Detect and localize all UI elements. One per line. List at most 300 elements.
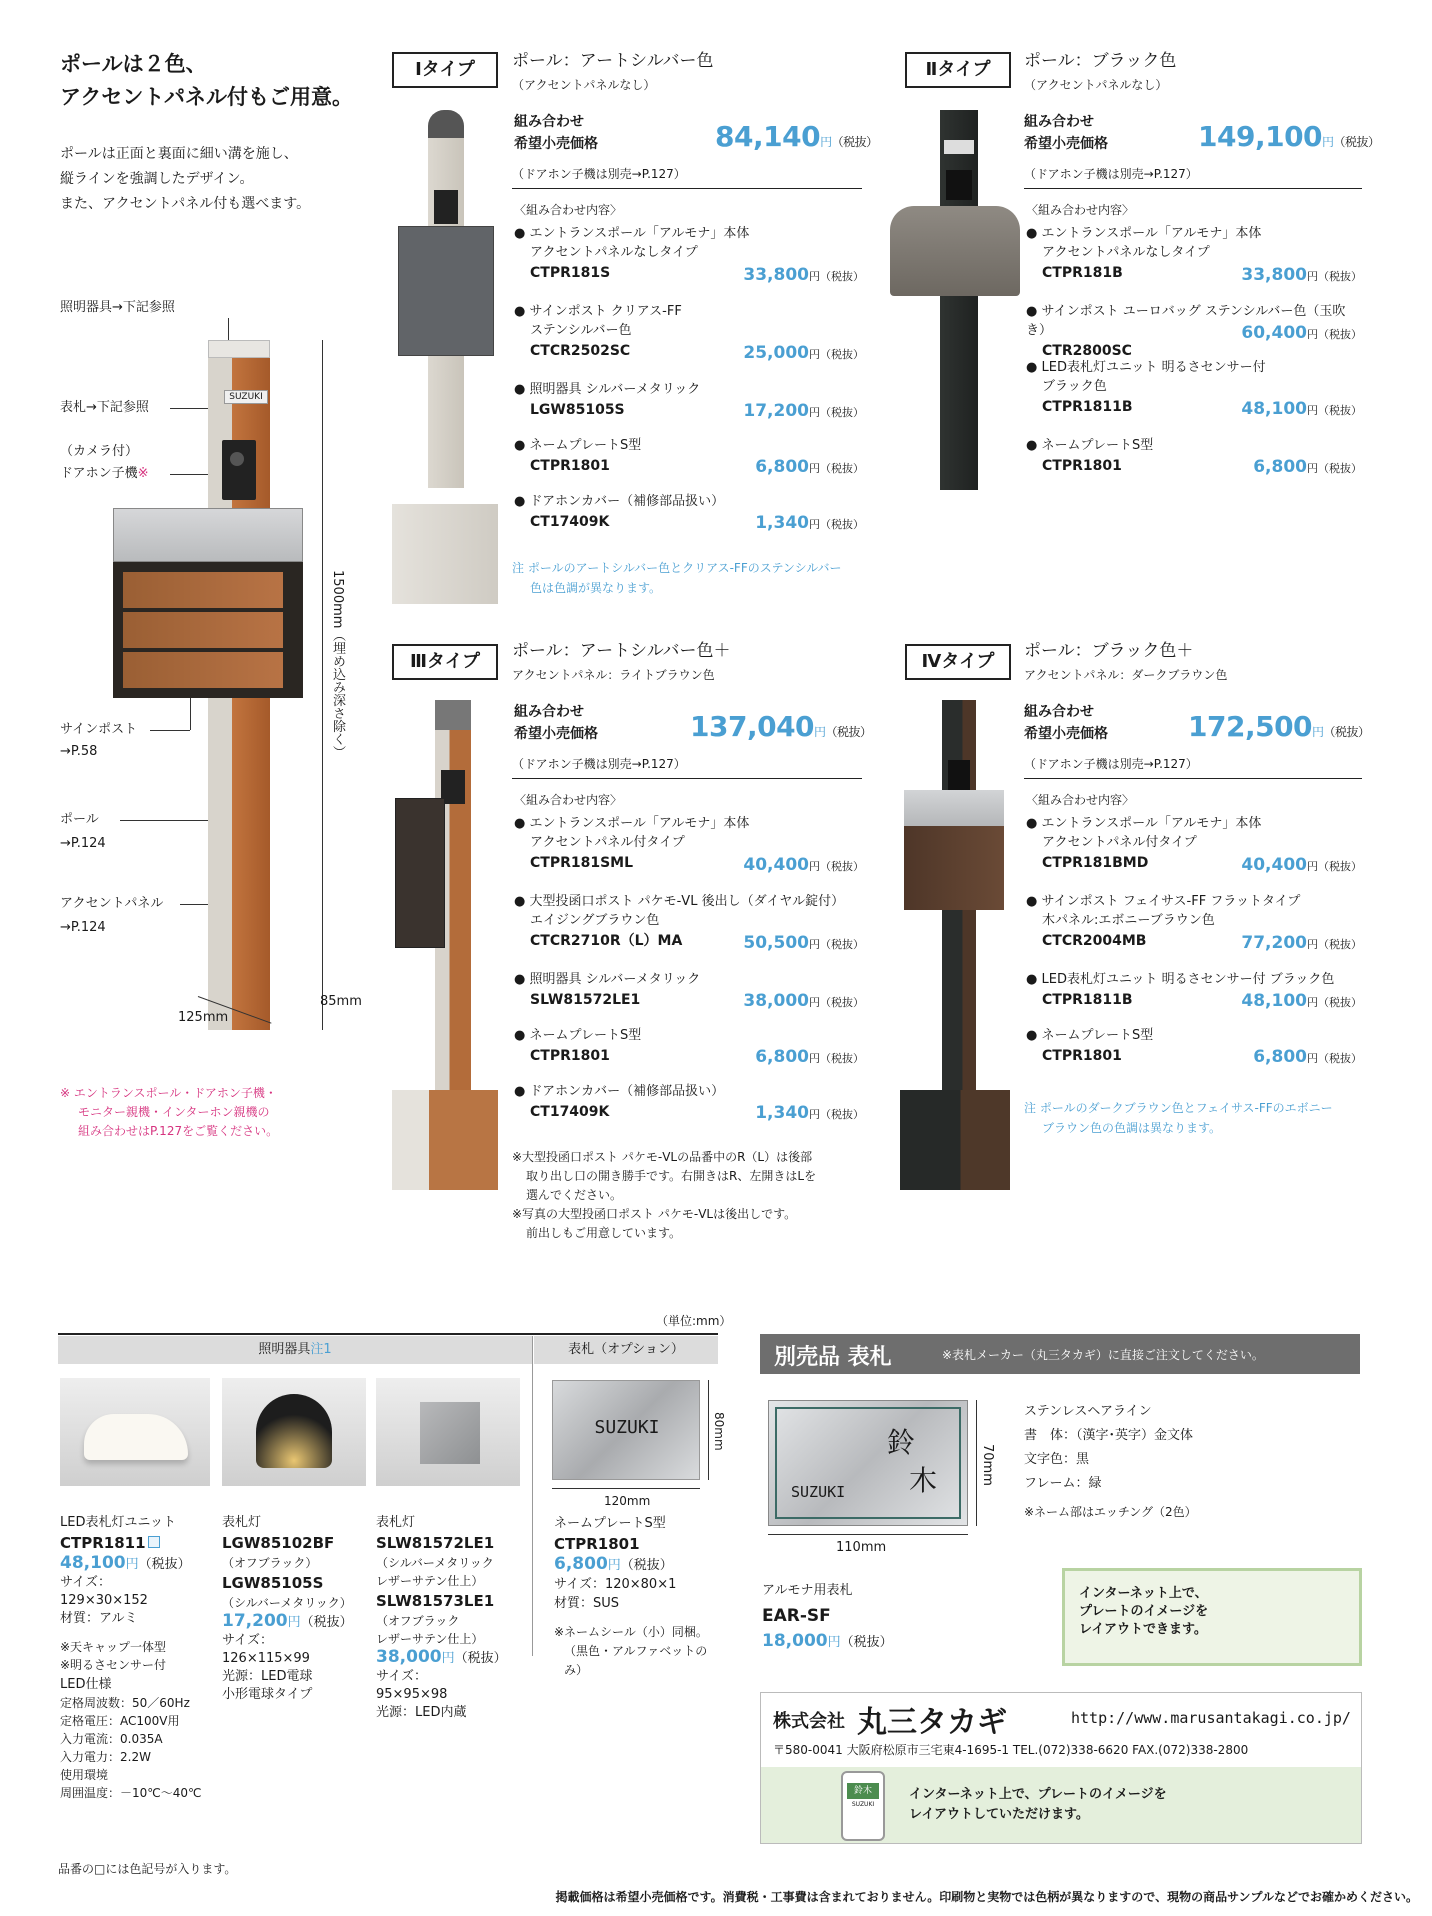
color-code-box-icon bbox=[148, 1536, 160, 1548]
type-4-rule bbox=[1024, 778, 1362, 779]
post-wood-panel-2 bbox=[123, 612, 283, 648]
type-1-items bbox=[514, 224, 864, 548]
slw-color-1b: レザーサテン仕上） bbox=[376, 1574, 484, 1588]
dim-height-line bbox=[322, 340, 323, 1030]
tax: （税抜） bbox=[1318, 860, 1362, 873]
item-desc bbox=[514, 892, 864, 911]
type-2-price bbox=[1198, 120, 1380, 153]
separate-specs bbox=[1024, 1400, 1197, 1524]
company-prefix: 株式会社 bbox=[773, 1711, 845, 1732]
item-code: CT17409K bbox=[530, 1104, 610, 1120]
item-code: CTPR1801 bbox=[1042, 458, 1122, 474]
type-1-price-value: 84,140 bbox=[715, 120, 821, 153]
led-spec-5: 使用環境 bbox=[60, 1768, 109, 1782]
type-3-detail-image bbox=[392, 1090, 498, 1190]
led-size-label: サイズ： bbox=[60, 1575, 111, 1590]
item-desc bbox=[514, 1082, 864, 1101]
type-4-item bbox=[1026, 892, 1362, 970]
led-price-row bbox=[60, 1554, 220, 1574]
label-camera-text: ドアホン子機 bbox=[60, 466, 138, 481]
tax: （税抜） bbox=[820, 938, 864, 951]
type-1-item bbox=[514, 302, 864, 380]
item-price-value: 25,000 bbox=[743, 343, 809, 363]
item-desc bbox=[514, 492, 864, 511]
item-desc-2: アクセントパネルなしタイプ bbox=[1042, 245, 1210, 260]
type-4-note-2: ブラウン色の色調は異なります。 bbox=[1042, 1121, 1222, 1135]
item-code: CTCR2502SC bbox=[530, 343, 631, 359]
item-price bbox=[1241, 990, 1362, 1014]
tax: （税抜） bbox=[840, 1635, 893, 1650]
type-1-tag: Ⅰタイプ bbox=[392, 52, 498, 88]
green-2: プレートのイメージを bbox=[1079, 1604, 1209, 1619]
separate-title: 別売品 表札 bbox=[774, 1345, 892, 1370]
type-1-retail: 希望小売価格 bbox=[514, 136, 598, 152]
plate-dim-w-line bbox=[552, 1488, 700, 1489]
lgw-size: 126×115×99 bbox=[222, 1651, 310, 1666]
item-desc bbox=[514, 380, 864, 399]
plate-note-1: ※ネームシール（小）同梱。 bbox=[554, 1625, 708, 1639]
item-code: CTPR1811B bbox=[1042, 399, 1133, 415]
item-code: CTPR1801 bbox=[530, 458, 610, 474]
type-3-note bbox=[512, 1148, 816, 1243]
yen: 円 bbox=[809, 406, 820, 419]
label-post-2: →P.58 bbox=[60, 744, 98, 759]
tax: （税抜） bbox=[820, 348, 864, 361]
post-wood-panel-3 bbox=[123, 652, 283, 688]
type-3-price-value: 137,040 bbox=[690, 710, 815, 743]
item-price bbox=[755, 512, 864, 536]
post-lid bbox=[113, 508, 303, 562]
type-3-price bbox=[690, 710, 872, 743]
item-price-value: 60,400 bbox=[1241, 323, 1307, 343]
company-name: 丸三タカギ bbox=[857, 1705, 1007, 1740]
sep-spec-4: フレーム：緑 bbox=[1024, 1476, 1102, 1491]
type-2-product-image bbox=[890, 110, 1020, 490]
sep-dim-w: 110mm bbox=[836, 1540, 887, 1555]
yen: 円 bbox=[809, 996, 820, 1009]
type-1-product-image bbox=[398, 110, 498, 488]
intro-body-1: ポールは正面と裏面に細い溝を施し、 bbox=[60, 146, 298, 162]
table-head-plate: 表札（オプション） bbox=[534, 1336, 718, 1364]
company-url[interactable]: http://www.marusantakagi.co.jp/ bbox=[1071, 1709, 1351, 1727]
item-code: CTR2800SC bbox=[1042, 343, 1132, 359]
leader-plate bbox=[170, 408, 210, 409]
bullet: ● bbox=[514, 894, 526, 909]
type-2-price-yen: 円 bbox=[1322, 135, 1334, 149]
item-desc-1: LED表札灯ユニット 明るさセンサー付 ブラック色 bbox=[1041, 972, 1335, 987]
item-price bbox=[1241, 264, 1362, 288]
item-price-value: 77,200 bbox=[1241, 933, 1307, 953]
type-3-price-yen: 円 bbox=[814, 725, 826, 739]
item-code: SLW81572LE1 bbox=[530, 992, 641, 1008]
type-2-retail: 希望小売価格 bbox=[1024, 136, 1108, 152]
leader-post bbox=[150, 730, 190, 731]
type-2-item bbox=[1026, 224, 1362, 302]
type-4-doorphone: （ドアホン子機は別売→P.127） bbox=[1024, 757, 1198, 771]
item-desc-2: アクセントパネル付タイプ bbox=[530, 835, 685, 850]
lgw-light-2: 小形電球タイプ bbox=[222, 1687, 313, 1702]
plate-dim-h-line bbox=[708, 1380, 709, 1480]
item-price-value: 6,800 bbox=[1253, 1047, 1307, 1067]
left-footnote-3: 組み合わせはP.127をご覧ください。 bbox=[78, 1124, 279, 1138]
item-desc-1: ドアホンカバー（補修部品扱い） bbox=[529, 1084, 725, 1099]
type-4-pole: ポール：ブラック色＋ bbox=[1024, 641, 1194, 661]
type-3-accent: アクセントパネル：ライトブラウン色 bbox=[512, 668, 715, 682]
separate-header bbox=[760, 1334, 1360, 1374]
item-desc-1: 照明器具 シルバーメタリック bbox=[529, 972, 701, 987]
item-price bbox=[743, 854, 864, 878]
plate-code: CTPR1801 bbox=[554, 1535, 640, 1553]
slw-name: 表札灯 bbox=[376, 1515, 416, 1530]
yen: 円 bbox=[1307, 938, 1318, 951]
left-footnote bbox=[60, 1084, 278, 1141]
bullet: ● bbox=[1026, 304, 1038, 319]
sep-dim-w-line bbox=[768, 1534, 968, 1535]
item-code: CTPR181SML bbox=[530, 855, 634, 871]
company-web-band bbox=[761, 1767, 1361, 1843]
type-1-pole: ポール：アートシルバー色 bbox=[512, 51, 714, 71]
label-light: 照明器具→下記参照 bbox=[60, 300, 175, 315]
light-fixture bbox=[428, 110, 464, 138]
label-pole-1: ポール bbox=[60, 812, 99, 827]
led-spec-title: LED仕様 bbox=[60, 1677, 112, 1692]
type-3-note-2: 取り出し口の開き勝手です。右開きはR、左開きはLを bbox=[526, 1169, 817, 1183]
bullet: ● bbox=[514, 226, 526, 241]
sep-spec-2: 書 体：（漢字･英字）金文体 bbox=[1024, 1428, 1194, 1443]
tax: （税抜） bbox=[820, 860, 864, 873]
item-desc-1: ネームプレートS型 bbox=[1041, 438, 1154, 453]
type-1-price bbox=[715, 120, 878, 153]
item-price-value: 33,800 bbox=[743, 265, 809, 285]
bullet: ● bbox=[514, 382, 526, 397]
type-4-item bbox=[1026, 1026, 1362, 1082]
sep-dim-h: 70mm bbox=[980, 1444, 995, 1486]
label-plate: 表札→下記参照 bbox=[60, 400, 149, 415]
signpost-lid bbox=[904, 790, 1004, 826]
tax: （税抜） bbox=[1318, 404, 1362, 417]
slw-code-2: SLW81573LE1 bbox=[376, 1592, 495, 1610]
dim-height: 1500mm（埋め込み深さ除く） bbox=[330, 570, 345, 759]
type-3-tag: Ⅲタイプ bbox=[392, 644, 498, 680]
type-4-item bbox=[1026, 970, 1362, 1026]
lgw-image bbox=[222, 1378, 366, 1486]
led-spec-6: 周囲温度：－10℃～40℃ bbox=[60, 1786, 202, 1800]
type-2-doorphone: （ドアホン子機は別売→P.127） bbox=[1024, 167, 1198, 181]
led-code-row bbox=[60, 1532, 220, 1554]
item-desc-1: LED表札灯ユニット 明るさセンサー付 bbox=[1041, 360, 1266, 375]
type-3-note-4: ※写真の大型投函口ポスト パケモ-VLは後出しです。 bbox=[512, 1207, 797, 1221]
lgw-size-label: サイズ： bbox=[222, 1633, 273, 1648]
item-desc-1: エントランスポール「アルモナ」本体 bbox=[1041, 816, 1262, 831]
type-1-note-2: 色は色調が異なります。 bbox=[530, 581, 662, 595]
item-desc-1: サインポスト フェイサス-FF フラットタイプ bbox=[1041, 894, 1301, 909]
separate-green-box bbox=[1062, 1568, 1362, 1666]
separate-note: ※表札メーカー（丸三タカギ）に直接ご注文してください。 bbox=[942, 1348, 1264, 1362]
type-4-price-value: 172,500 bbox=[1188, 710, 1313, 743]
leader-pole bbox=[120, 820, 210, 821]
type-4-price bbox=[1188, 710, 1370, 743]
bullet: ● bbox=[1026, 360, 1038, 375]
left-footnote-1: ※ エントランスポール・ドアホン子機・ bbox=[60, 1086, 277, 1100]
type-4-items bbox=[1026, 814, 1362, 1082]
led-material: 材質：アルミ bbox=[60, 1611, 138, 1626]
led-note-2: ※明るさセンサー付 bbox=[60, 1658, 167, 1672]
item-code: CTPR1811B bbox=[1042, 992, 1133, 1008]
signpost bbox=[890, 206, 1020, 296]
bullet: ● bbox=[514, 304, 526, 319]
bullet: ● bbox=[1026, 972, 1038, 987]
lgw-price-row bbox=[222, 1612, 372, 1632]
type-3-doorphone: （ドアホン子機は別売→P.127） bbox=[512, 757, 686, 771]
type-3-contents: 〈組み合わせ内容〉 bbox=[514, 793, 623, 807]
item-desc bbox=[1026, 358, 1362, 377]
bullet: ● bbox=[514, 972, 526, 987]
plate-dim-h: 80mm bbox=[712, 1412, 726, 1451]
item-desc bbox=[514, 1026, 864, 1045]
type-1-rule bbox=[512, 188, 862, 189]
slw-price: 38,000 bbox=[376, 1647, 442, 1667]
signpost-body bbox=[904, 826, 1004, 910]
type-3-item bbox=[514, 1026, 864, 1082]
label-camera-2 bbox=[60, 464, 149, 484]
item-price bbox=[743, 400, 864, 424]
type-3-price-tax: （税抜） bbox=[825, 725, 872, 739]
sep-spec-3: 文字色：黒 bbox=[1024, 1452, 1090, 1467]
tax: （税抜） bbox=[1318, 938, 1362, 951]
type-1-item bbox=[514, 436, 864, 492]
label-camera-1: （カメラ付） bbox=[60, 444, 139, 459]
item-price bbox=[1241, 854, 1362, 878]
yen: 円 bbox=[1307, 996, 1318, 1009]
yen: 円 bbox=[809, 348, 820, 361]
doorphone bbox=[946, 170, 972, 200]
yen: 円 bbox=[1307, 860, 1318, 873]
yen: 円 bbox=[809, 860, 820, 873]
sep-price: 18,000 bbox=[762, 1631, 828, 1651]
tax: （税抜） bbox=[1318, 996, 1362, 1009]
intro-body bbox=[60, 142, 310, 217]
type-4-item bbox=[1026, 814, 1362, 892]
company-msg-2: レイアウトしていただけます。 bbox=[909, 1807, 1089, 1822]
type-4-tag: Ⅳタイプ bbox=[905, 644, 1011, 680]
item-desc-1: ネームプレートS型 bbox=[529, 1028, 642, 1043]
led-note-1: ※天キャップ一体型 bbox=[60, 1640, 167, 1654]
item-desc-1: エントランスポール「アルモナ」本体 bbox=[1041, 226, 1262, 241]
type-3-item bbox=[514, 970, 864, 1026]
plate-dim-w: 120mm bbox=[604, 1494, 651, 1508]
tax: （税抜） bbox=[1318, 328, 1362, 341]
light-fixture bbox=[435, 700, 471, 730]
type-4-product-image bbox=[900, 700, 1010, 1090]
lgw-light-1: 光源：LED電球 bbox=[222, 1669, 313, 1684]
sep-spec-1: ステンレスヘアライン bbox=[1024, 1404, 1152, 1419]
type-3-note-1: ※大型投函口ポスト パケモ-VLの品番中のR（L）は後部 bbox=[512, 1150, 813, 1164]
tax: （税抜） bbox=[820, 270, 864, 283]
type-3-item bbox=[514, 814, 864, 892]
led-unit-shape bbox=[84, 1414, 188, 1460]
leader-light bbox=[228, 318, 229, 340]
label-pole-2: →P.124 bbox=[60, 836, 106, 851]
type-2-price-tax: （税抜） bbox=[1333, 135, 1380, 149]
item-price bbox=[743, 342, 864, 366]
plate-note-2: （黒色・アルファベットのみ） bbox=[564, 1644, 708, 1677]
lgw-shape bbox=[256, 1394, 332, 1468]
company-web-msg bbox=[909, 1785, 1167, 1825]
plate-roman: SUZUKI bbox=[791, 1483, 846, 1501]
yen: 円 bbox=[827, 1635, 841, 1650]
type-2-price-value: 149,100 bbox=[1198, 120, 1323, 153]
yen: 円 bbox=[1307, 1052, 1318, 1065]
yen: 円 bbox=[809, 938, 820, 951]
type-4-note-1: 注 ポールのダークブラウン色とフェイサス-FFのエボニー bbox=[1024, 1101, 1333, 1115]
type-3-pole: ポール：アートシルバー色＋ bbox=[512, 641, 731, 661]
type-4-accent: アクセントパネル：ダークブラウン色 bbox=[1024, 668, 1228, 682]
sep-name: アルモナ用表札 bbox=[762, 1583, 853, 1598]
led-size: 129×30×152 bbox=[60, 1593, 148, 1608]
company-address: 〒580-0041 大阪府松原市三宅東4-1695-1 TEL.(072)338-6620 FAX.(072)338-2800 bbox=[773, 1743, 1249, 1757]
slw-image bbox=[376, 1378, 520, 1486]
item-price-value: 50,500 bbox=[743, 933, 809, 953]
table-head-light bbox=[58, 1336, 532, 1364]
type-2-tag: Ⅱタイプ bbox=[905, 52, 1011, 88]
sep-spec-5: ※ネーム部はエッチング（2色） bbox=[1024, 1505, 1197, 1519]
type-4-price-yen: 円 bbox=[1312, 725, 1324, 739]
item-desc-2: エイジングブラウン色 bbox=[530, 913, 660, 928]
item-desc-2: アクセントパネルなしタイプ bbox=[530, 245, 698, 260]
yen: 円 bbox=[809, 462, 820, 475]
green-3: レイアウトできます。 bbox=[1079, 1622, 1207, 1637]
type-3-product-image bbox=[395, 700, 500, 1090]
table-top-rule bbox=[58, 1333, 718, 1335]
led-col bbox=[60, 1514, 220, 1802]
separate-product bbox=[762, 1580, 893, 1654]
bullet: ● bbox=[514, 438, 526, 453]
item-desc-1: サインポスト ユーロバッグ ステンシルバー色（玉吹き） bbox=[1026, 304, 1346, 338]
item-desc bbox=[514, 970, 864, 989]
item-desc-2: 木パネル:エボニーブラウン色 bbox=[1042, 913, 1215, 928]
tax: （税抜） bbox=[454, 1651, 507, 1666]
item-price bbox=[743, 264, 864, 288]
type-4-combo: 組み合わせ bbox=[1024, 704, 1094, 720]
item-price-value: 6,800 bbox=[1253, 457, 1307, 477]
intro-body-3: また、アクセントパネル付も選べます。 bbox=[60, 196, 311, 212]
item-desc bbox=[1026, 436, 1362, 455]
bullet: ● bbox=[1026, 816, 1038, 831]
lgw-color-1: （オフブラック） bbox=[222, 1556, 318, 1570]
type-2-item bbox=[1026, 302, 1362, 358]
led-spec-2: 定格電圧：AC100V用 bbox=[60, 1714, 180, 1728]
item-desc bbox=[514, 436, 864, 455]
item-price-value: 33,800 bbox=[1241, 265, 1307, 285]
yen: 円 bbox=[287, 1615, 301, 1630]
item-code: CTPR181BMD bbox=[1042, 855, 1149, 871]
tax: （税抜） bbox=[820, 1052, 864, 1065]
type-1-price-yen: 円 bbox=[820, 135, 832, 149]
item-desc-1: ネームプレートS型 bbox=[529, 438, 642, 453]
item-price bbox=[1253, 456, 1362, 480]
label-accent-1: アクセントパネル bbox=[60, 896, 164, 911]
type-1-item bbox=[514, 224, 864, 302]
led-price: 48,100 bbox=[60, 1553, 126, 1573]
slw-color-1a: （シルバーメタリック bbox=[376, 1556, 494, 1570]
item-desc bbox=[1026, 1026, 1362, 1045]
item-price-value: 6,800 bbox=[755, 457, 809, 477]
type-3-item bbox=[514, 892, 864, 970]
type-1-detail-image bbox=[392, 504, 498, 604]
item-desc-1: ドアホンカバー（補修部品扱い） bbox=[529, 494, 725, 509]
yen: 円 bbox=[607, 1558, 621, 1573]
type-1-accent: （アクセントパネルなし） bbox=[512, 78, 656, 92]
nameplate bbox=[944, 140, 974, 154]
type-1-combo: 組み合わせ bbox=[514, 114, 584, 130]
item-desc bbox=[514, 814, 864, 833]
item-desc bbox=[1026, 814, 1362, 833]
pole-nameplate: SUZUKI bbox=[224, 390, 268, 404]
type-2-item bbox=[1026, 436, 1362, 492]
slw-col bbox=[376, 1514, 530, 1722]
item-code: CTPR181B bbox=[1042, 265, 1123, 281]
item-desc-1: 照明器具 シルバーメタリック bbox=[529, 382, 701, 397]
slw-size-label: サイズ： bbox=[376, 1669, 427, 1684]
plate-kanji-2: 木 bbox=[909, 1464, 938, 1497]
lgw-col bbox=[222, 1514, 372, 1704]
item-desc bbox=[1026, 224, 1362, 243]
plate-kanji-1: 鈴 bbox=[887, 1426, 916, 1459]
bullet: ● bbox=[1026, 438, 1038, 453]
doorphone-unit bbox=[222, 440, 256, 500]
plate-col bbox=[554, 1514, 724, 1680]
lgw-price: 17,200 bbox=[222, 1611, 288, 1631]
type-1-item bbox=[514, 492, 864, 548]
item-desc-1: エントランスポール「アルモナ」本体 bbox=[529, 226, 750, 241]
type-3-note-5: 前出しもご用意しています。 bbox=[526, 1226, 682, 1240]
type-2-combo: 組み合わせ bbox=[1024, 114, 1094, 130]
table-footer-text: 品番の□には色記号が入ります。 bbox=[58, 1862, 237, 1876]
item-code: CTPR1801 bbox=[1042, 1048, 1122, 1064]
tax: （税抜） bbox=[820, 1108, 864, 1121]
tax: （税抜） bbox=[1318, 462, 1362, 475]
led-code: CTPR1811 bbox=[60, 1534, 146, 1552]
tax: （税抜） bbox=[820, 406, 864, 419]
yen: 円 bbox=[1307, 328, 1318, 341]
type-3-items bbox=[514, 814, 864, 1138]
type-4-note bbox=[1024, 1098, 1333, 1138]
led-spec-1: 定格周波数：50／60Hz bbox=[60, 1696, 190, 1710]
item-price-value: 40,400 bbox=[1241, 855, 1307, 875]
type-3-combo: 組み合わせ bbox=[514, 704, 584, 720]
company-msg-1: インターネット上で、プレートのイメージを bbox=[909, 1787, 1167, 1802]
type-3-rule bbox=[512, 778, 862, 779]
nameplate-image bbox=[552, 1380, 700, 1480]
type-2-rule bbox=[1024, 188, 1362, 189]
intro-headline-2: アクセントパネル付もご用意。 bbox=[60, 85, 353, 109]
table-unit: （単位:mm） bbox=[656, 1314, 732, 1328]
green-box-text bbox=[1079, 1585, 1208, 1639]
yen: 円 bbox=[125, 1557, 139, 1572]
dim-depth: 85mm bbox=[320, 994, 362, 1009]
bullet: ● bbox=[514, 1084, 526, 1099]
bullet: ● bbox=[1026, 1028, 1038, 1043]
item-price bbox=[755, 1046, 864, 1070]
label-camera-mark: ※ bbox=[137, 466, 149, 481]
head-light-note: 注1 bbox=[310, 1342, 332, 1357]
type-1-price-tax: （税抜） bbox=[831, 135, 878, 149]
tax: （税抜） bbox=[820, 462, 864, 475]
post-wood-panel-1 bbox=[123, 572, 283, 608]
disclaimer: 掲載価格は希望小売価格です。消費税・工事費は含まれておりません。印刷物と実物では色柄が異なりますので、現物の商品サンプルなどでお確かめください。 bbox=[555, 1890, 1418, 1904]
pole-cap bbox=[208, 340, 270, 358]
plate-name: ネームプレートS型 bbox=[554, 1516, 666, 1531]
